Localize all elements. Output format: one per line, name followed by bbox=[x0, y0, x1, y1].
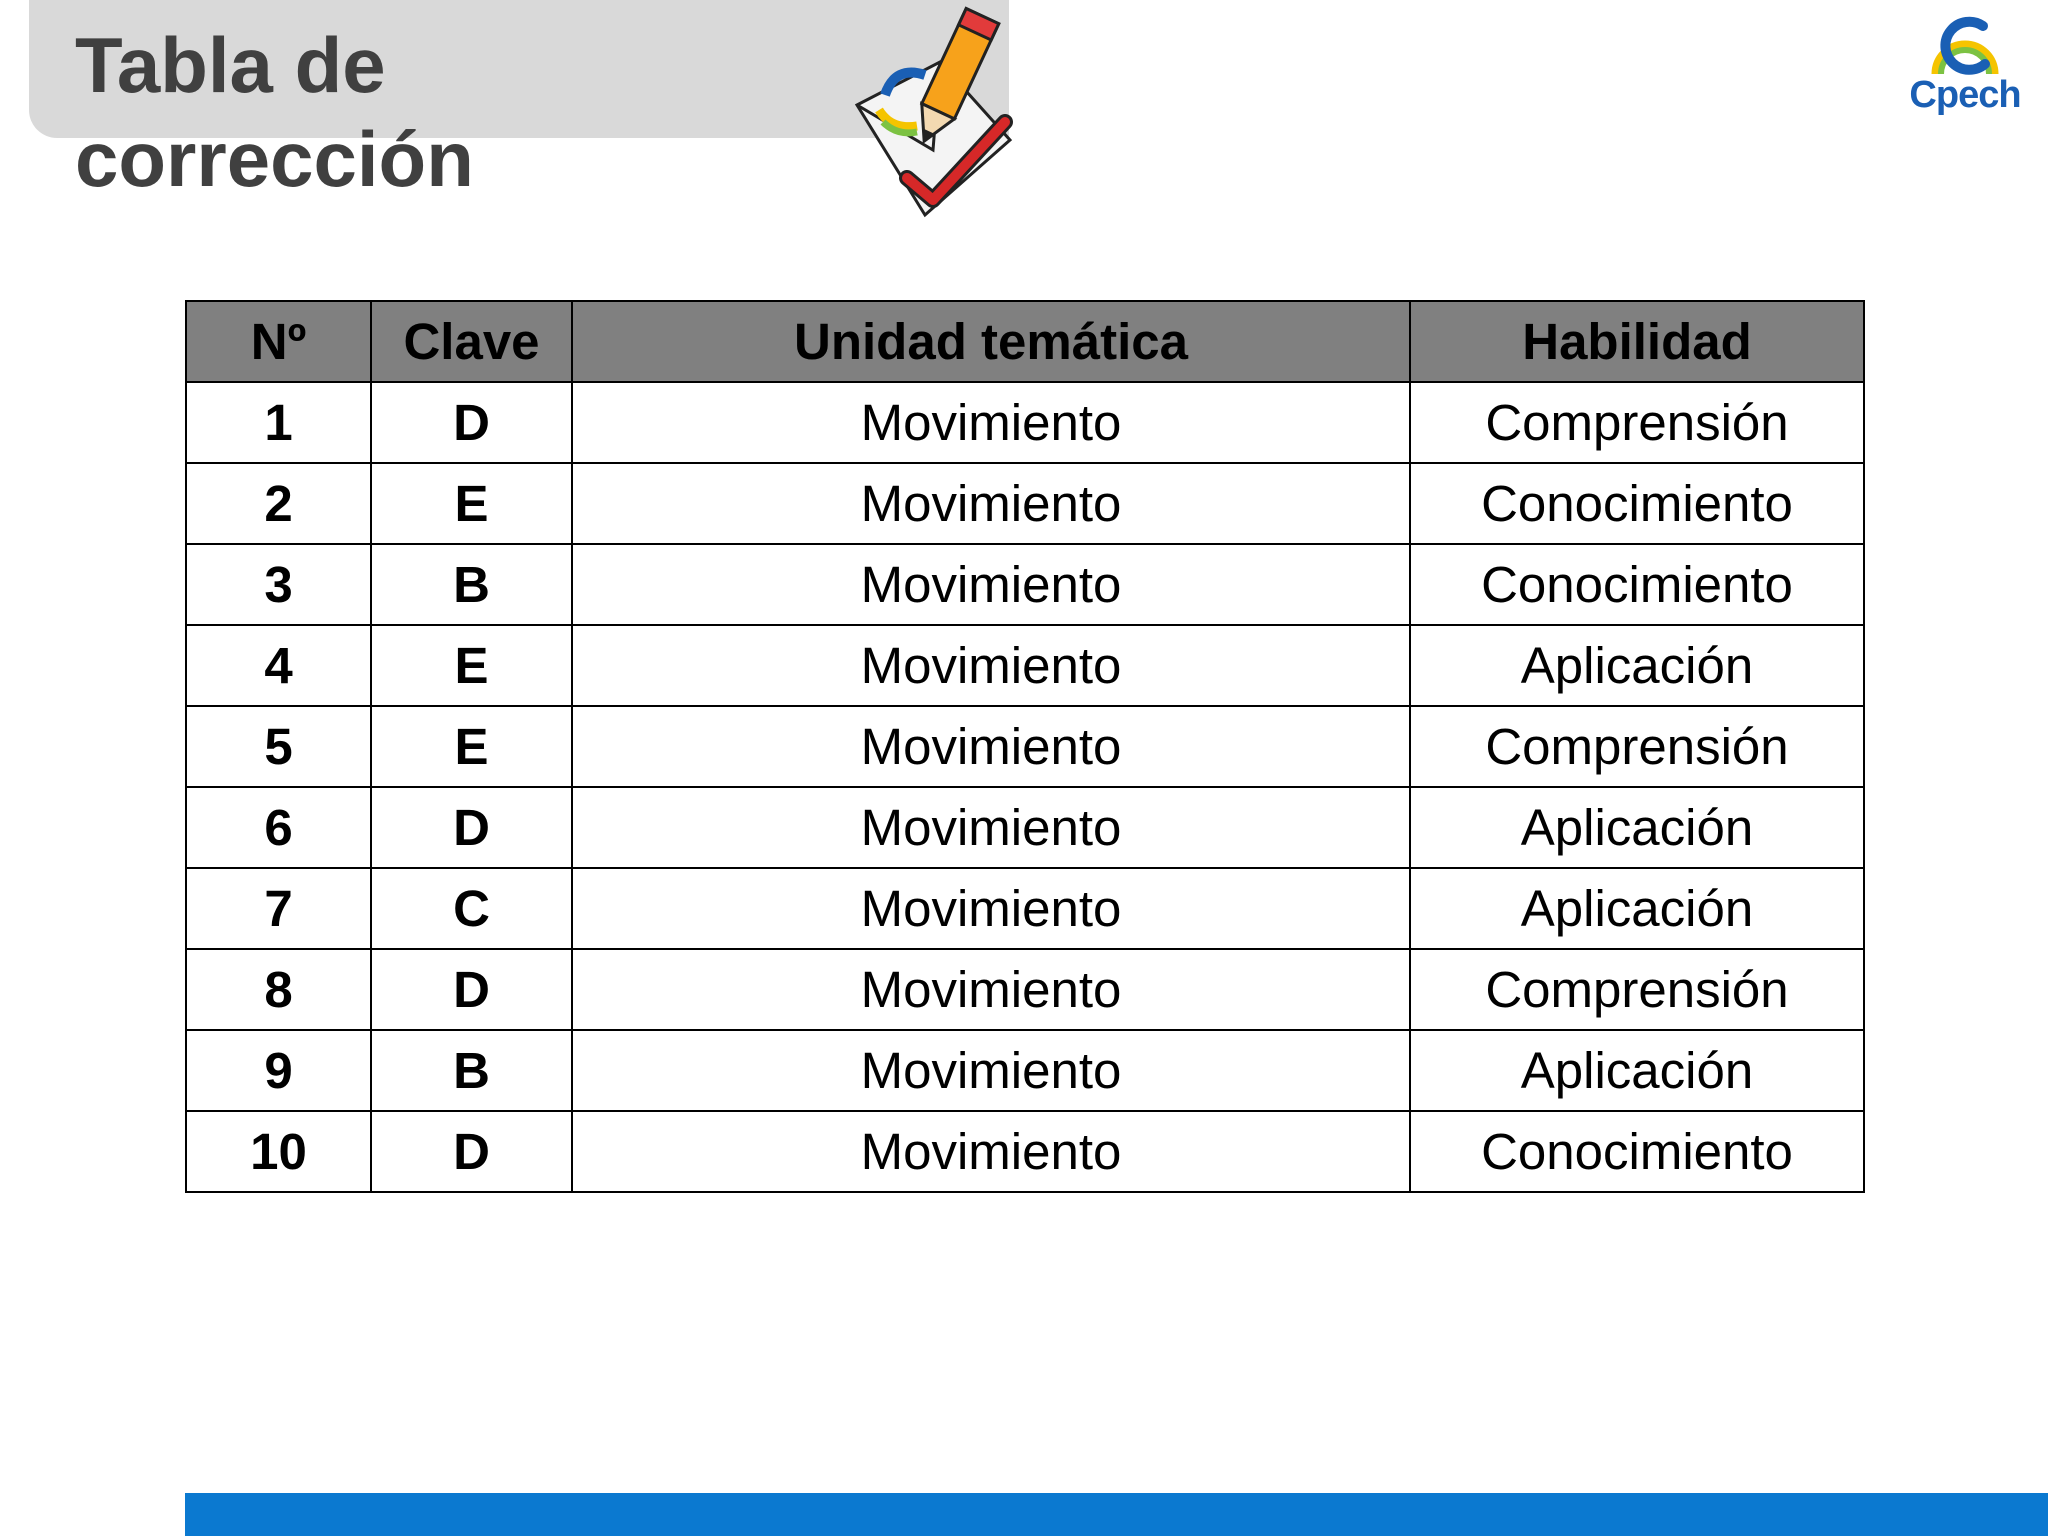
cell-unidad: Movimiento bbox=[572, 949, 1410, 1030]
cell-habilidad: Aplicación bbox=[1410, 1030, 1864, 1111]
cell-habilidad: Comprensión bbox=[1410, 949, 1864, 1030]
cell-habilidad: Aplicación bbox=[1410, 787, 1864, 868]
cell-unidad: Movimiento bbox=[572, 1111, 1410, 1192]
table-header-row bbox=[186, 301, 1864, 382]
header-clave: Clave bbox=[371, 301, 572, 382]
cell-number: 1 bbox=[186, 382, 371, 463]
header-unidad-tematica: Unidad temática bbox=[572, 301, 1410, 382]
cell-clave: D bbox=[371, 787, 572, 868]
table-row bbox=[186, 544, 1864, 625]
cell-habilidad: Conocimiento bbox=[1410, 463, 1864, 544]
cell-number: 6 bbox=[186, 787, 371, 868]
table-row bbox=[186, 625, 1864, 706]
table-row bbox=[186, 1111, 1864, 1192]
cell-unidad: Movimiento bbox=[572, 463, 1410, 544]
cell-unidad: Movimiento bbox=[572, 544, 1410, 625]
cell-habilidad: Comprensión bbox=[1410, 382, 1864, 463]
table-row bbox=[186, 1030, 1864, 1111]
logo-text: Cpech bbox=[1909, 74, 2021, 116]
cell-unidad: Movimiento bbox=[572, 787, 1410, 868]
cell-unidad: Movimiento bbox=[572, 868, 1410, 949]
cpech-logo-icon bbox=[1927, 12, 2003, 82]
cell-unidad: Movimiento bbox=[572, 382, 1410, 463]
cell-number: 8 bbox=[186, 949, 371, 1030]
cell-number: 3 bbox=[186, 544, 371, 625]
pencil-checkmark-icon bbox=[845, 0, 1020, 220]
table-row bbox=[186, 382, 1864, 463]
cell-number: 4 bbox=[186, 625, 371, 706]
table-row bbox=[186, 706, 1864, 787]
footer-bar bbox=[185, 1493, 2048, 1536]
cell-number: 10 bbox=[186, 1111, 371, 1192]
header-habilidad: Habilidad bbox=[1410, 301, 1864, 382]
table-row bbox=[186, 868, 1864, 949]
cell-clave: D bbox=[371, 949, 572, 1030]
cell-habilidad: Conocimiento bbox=[1410, 1111, 1864, 1192]
cell-clave: C bbox=[371, 868, 572, 949]
answer-key-table bbox=[185, 300, 1865, 1193]
cell-number: 2 bbox=[186, 463, 371, 544]
cell-number: 7 bbox=[186, 868, 371, 949]
cell-clave: D bbox=[371, 1111, 572, 1192]
cell-clave: D bbox=[371, 382, 572, 463]
cell-habilidad: Conocimiento bbox=[1410, 544, 1864, 625]
cell-habilidad: Aplicación bbox=[1410, 625, 1864, 706]
cell-habilidad: Comprensión bbox=[1410, 706, 1864, 787]
cell-unidad: Movimiento bbox=[572, 706, 1410, 787]
cell-unidad: Movimiento bbox=[572, 1030, 1410, 1111]
header-number: Nº bbox=[186, 301, 371, 382]
cell-number: 9 bbox=[186, 1030, 371, 1111]
cell-clave: E bbox=[371, 625, 572, 706]
cell-number: 5 bbox=[186, 706, 371, 787]
cell-unidad: Movimiento bbox=[572, 625, 1410, 706]
page-title: Tabla de corrección bbox=[75, 21, 474, 203]
table-row bbox=[186, 463, 1864, 544]
cell-clave: B bbox=[371, 544, 572, 625]
cpech-logo bbox=[1900, 12, 2030, 124]
table-row bbox=[186, 787, 1864, 868]
cell-clave: B bbox=[371, 1030, 572, 1111]
cell-clave: E bbox=[371, 463, 572, 544]
table-row bbox=[186, 949, 1864, 1030]
cell-clave: E bbox=[371, 706, 572, 787]
cell-habilidad: Aplicación bbox=[1410, 868, 1864, 949]
